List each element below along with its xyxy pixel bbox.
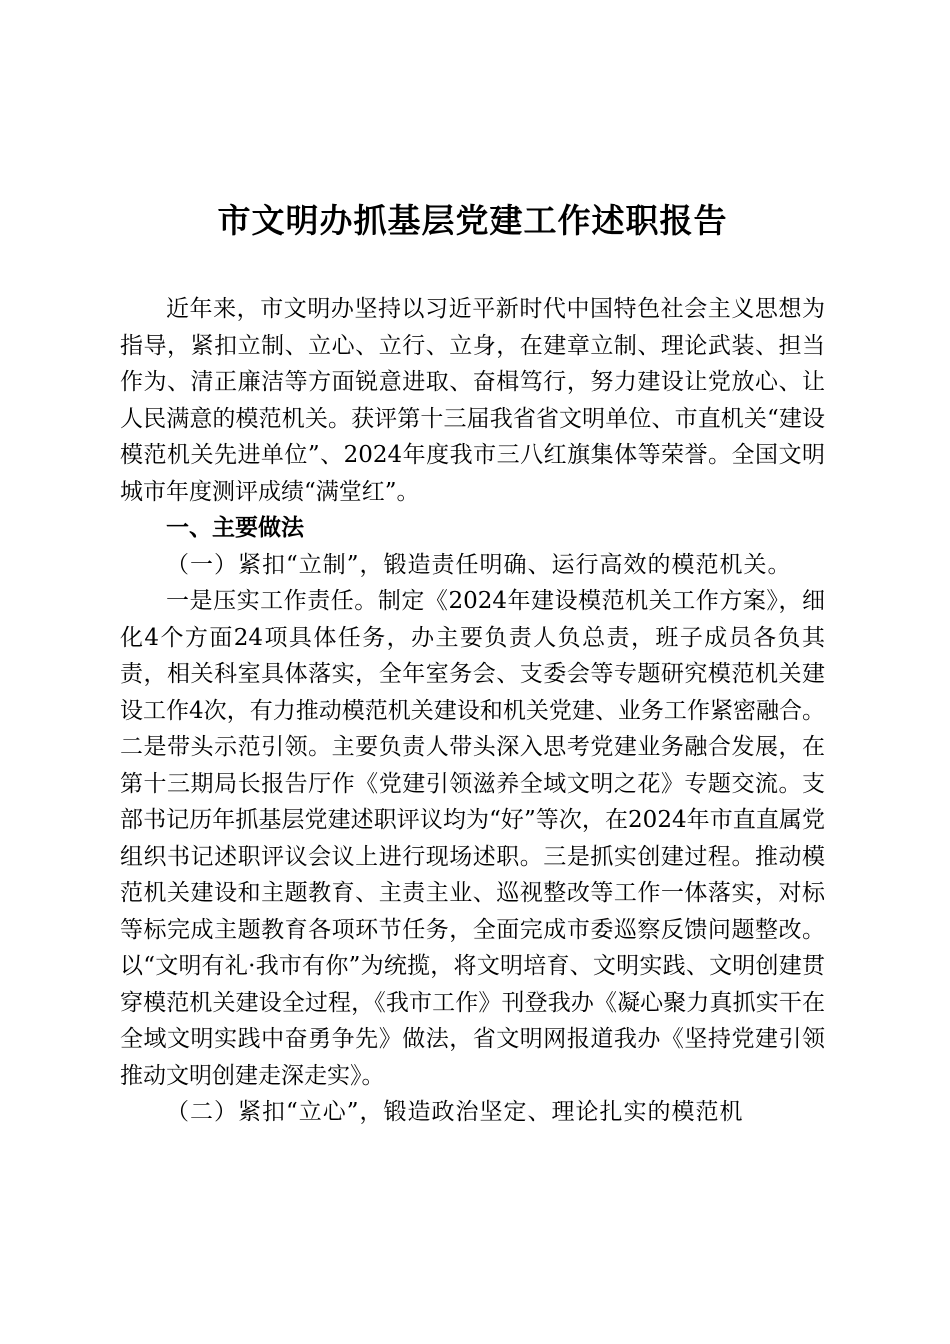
subsection-heading-1: （一）紧扣“立制”，锻造责任明确、运行高效的模范机关。 [166,551,792,578]
subsection-heading-2: （二）紧扣“立心”，锻造政治坚定、理论扎实的模范机 [166,1099,744,1125]
section-heading-main-practices: 一、主要做法 [166,515,304,541]
document-body [120,291,825,1131]
intro-paragraph: 近年来，市文明办坚持以习近平新时代中国特色社会主义思想为指导，紧扣立制、立心、立行、立身，在建章立制、理论武装、担当作为、清正廉洁等方面锐意进取、奋楫笃行，努力建设让党放心、让人民满意的模范机关。获评第十三届我省省文明单位、市直机关“建设模范机关先进单位”、2024年度我市三八红旗集体等荣誉。全国文明城市年度测评成绩“满堂红”。 [120,296,825,505]
document-title: 市文明办抓基层党建工作述职报告 [217,201,728,240]
subsection-1-paragraph: 一是压实工作责任。制定《2024年建设模范机关工作方案》，细化4个方面24项具体任务，办主要负责人负总责，班子成员各负其责，相关科室具体落实，全年室务会、支委会等专题研究模范机关建设工作4次，有力推动模范机关建设和机关党建、业务工作紧密融合。二是带头示范引领。主要负责人带头深入思考党建业务融合发展，在第十三期局长报告厅作《党建引领滋养全域文明之花》专题交流。支部书记历年抓基层党建述职评议均为“好”等次，在2024年市直直属党组织书记述职评议会议上进行现场述职。三是抓实创建过程。推动模范机关建设和主题教育、主责主业、巡视整改等工作一体落实，对标等标完成主题教育各项环节任务，全面完成市委巡察反馈问题整改。以“文明有礼·我市有你”为统揽，将文明培育、文明实践、文明创建贯穿模范机关建设全过程，《我市工作》刊登我办《凝心聚力真抓实干在全域文明实践中奋勇争先》做法，省文明网报道我办《坚持党建引领推动文明创建走深走实》。 [120,588,825,1089]
